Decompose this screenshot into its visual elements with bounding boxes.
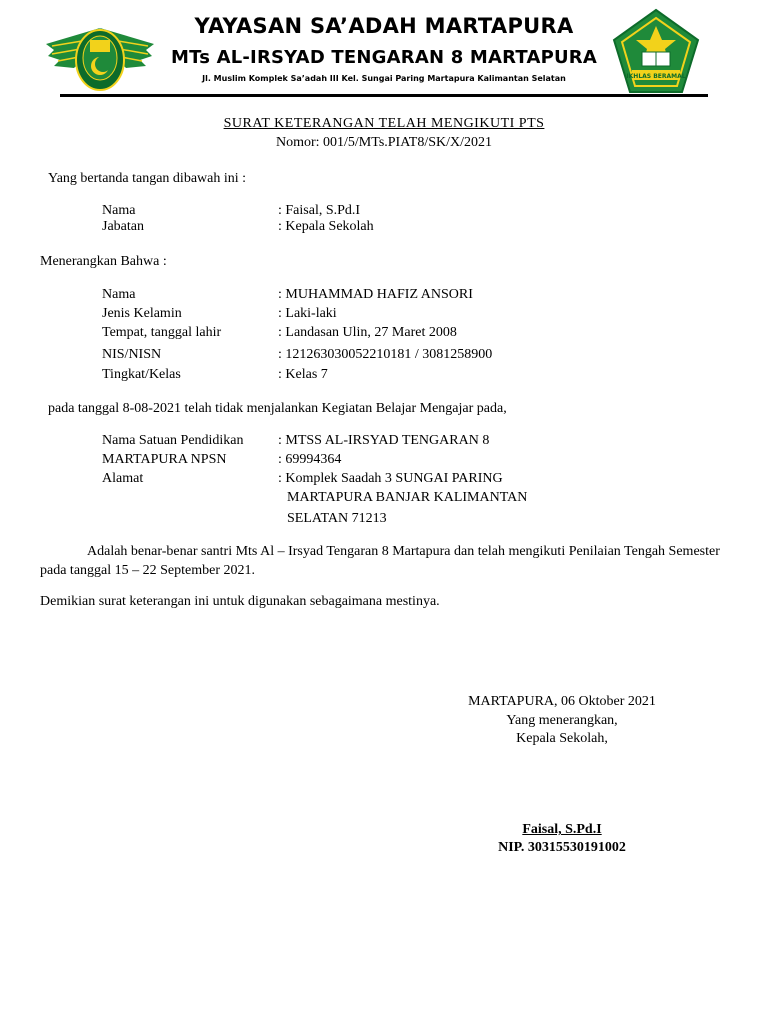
address-line: SELATAN 71213 bbox=[287, 511, 387, 526]
student-value: : Kelas 7 bbox=[278, 367, 328, 382]
address-line: MARTAPURA BANJAR KALIMANTAN bbox=[287, 490, 528, 505]
student-label: Tempat, tanggal lahir bbox=[102, 325, 222, 340]
signatory-value: : Kepala Sekolah bbox=[278, 219, 374, 234]
svg-text:IKHLAS BERAMAL: IKHLAS BERAMAL bbox=[626, 73, 686, 80]
letter-title: SURAT KETERANGAN TELAH MENGIKUTI PTS bbox=[223, 116, 545, 131]
foundation-name: YAYASAN SA’ADAH MARTAPURA bbox=[194, 14, 574, 38]
header-divider bbox=[60, 94, 708, 97]
signature-role-line: Kepala Sekolah, bbox=[516, 731, 608, 746]
student-value: : Laki-laki bbox=[278, 306, 337, 321]
states-text: Menerangkan Bahwa : bbox=[40, 254, 167, 269]
school-name: MTs AL-IRSYAD TENGARAN 8 MARTAPURA bbox=[171, 47, 597, 68]
student-label: Tingkat/Kelas bbox=[102, 367, 181, 382]
student-label: Nama bbox=[102, 287, 136, 302]
institution-label: Alamat bbox=[102, 471, 144, 486]
signature-place-date: MARTAPURA, 06 Oktober 2021 bbox=[468, 694, 656, 709]
signature-role-line: Yang menerangkan, bbox=[506, 713, 618, 728]
school-address: Jl. Muslim Komplek Sa’adah III Kel. Sungai Paring Martapura Kalimantan Selatan bbox=[202, 74, 566, 83]
letter-number: Nomor: 001/5/MTs.PIAT8/SK/X/2021 bbox=[275, 135, 493, 150]
signer-name: Faisal, S.Pd.I bbox=[522, 822, 602, 837]
signatory-label: Jabatan bbox=[102, 219, 144, 234]
student-value: : Landasan Ulin, 27 Maret 2008 bbox=[278, 325, 457, 340]
signer-nip: NIP. 30315530191002 bbox=[498, 840, 626, 855]
institution-value: : MTSS AL-IRSYAD TENGARAN 8 bbox=[278, 433, 490, 448]
body-paragraph: Adalah benar-benar santri Mts Al – Irsyad Tengaran 8 Martapura dan telah mengikuti Penilaian Tengah Semester pada tanggal 15 – 22 September 2021. bbox=[40, 544, 720, 578]
student-label: Jenis Kelamin bbox=[102, 306, 182, 321]
closing-text: Demikian surat keterangan ini untuk digunakan sebagaimana mestinya. bbox=[40, 594, 440, 609]
signatory-value: : Faisal, S.Pd.I bbox=[278, 203, 361, 218]
student-value: : 121263030052210181 / 3081258900 bbox=[278, 347, 493, 362]
institution-value: : 69994364 bbox=[278, 452, 342, 467]
signatory-label: Nama bbox=[102, 203, 136, 218]
student-value: : MUHAMMAD HAFIZ ANSORI bbox=[278, 287, 473, 302]
institution-value: : Komplek Saadah 3 SUNGAI PARING bbox=[278, 471, 503, 486]
date-statement: pada tanggal 8-08-2021 telah tidak menjalankan Kegiatan Belajar Mengajar pada, bbox=[48, 401, 507, 416]
intro-text: Yang bertanda tangan dibawah ini : bbox=[48, 171, 247, 186]
student-label: NIS/NISN bbox=[102, 347, 162, 362]
institution-label: Nama Satuan Pendidikan bbox=[102, 433, 244, 448]
institution-label: MARTAPURA NPSN bbox=[102, 452, 227, 467]
